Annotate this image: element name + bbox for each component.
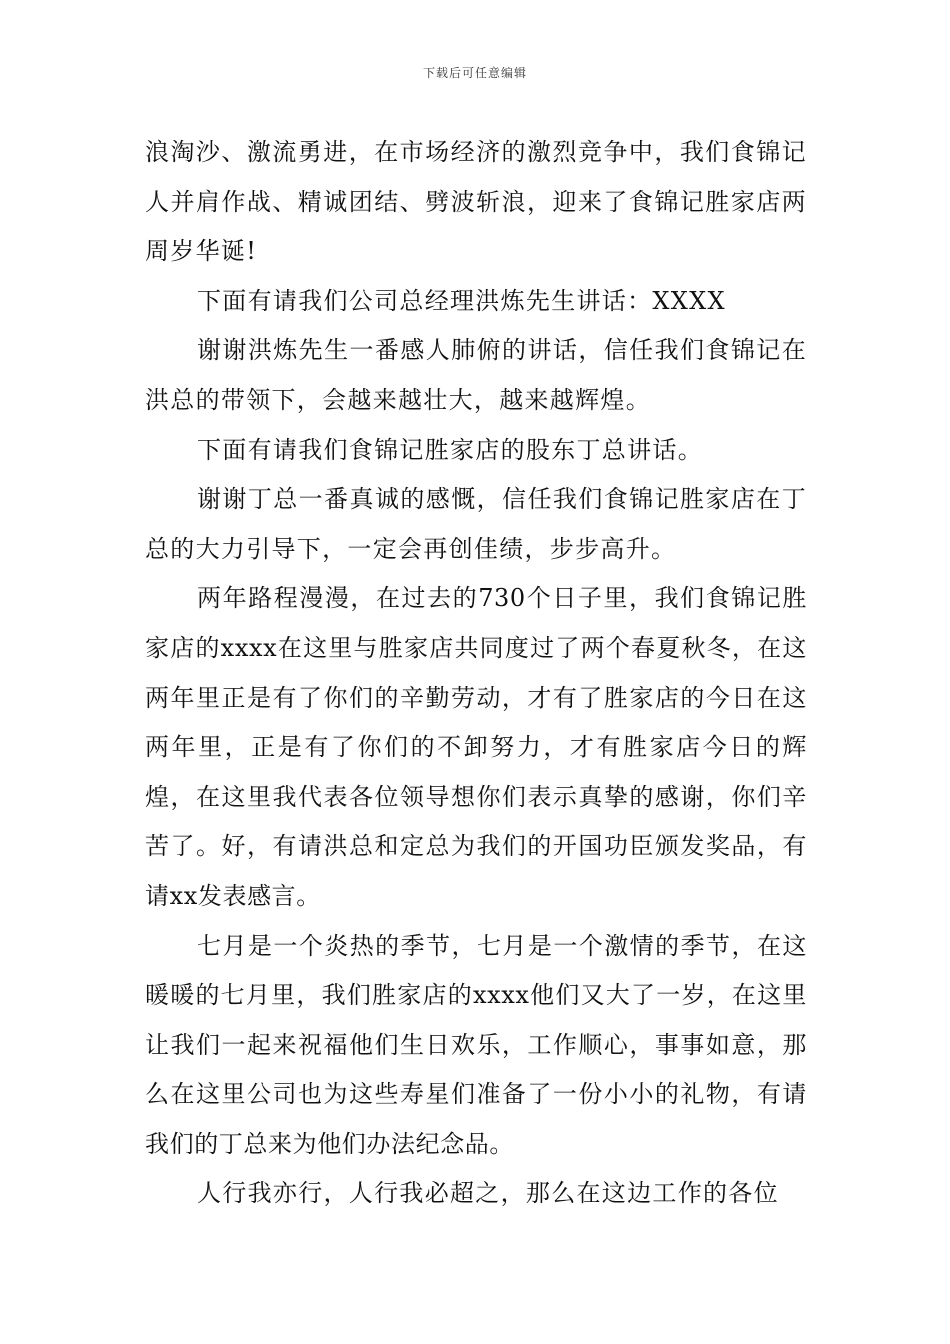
paragraph-3: 谢谢洪炼先生一番感人肺俯的讲话，信任我们食锦记在洪总的带领下，会越来越壮大，越来越辉煌。	[145, 336, 807, 414]
paragraph-1: 浪淘沙、激流勇进，在市场经济的激烈竞争中，我们食锦记人并肩作战、精诚团结、劈波斩浪，迎来了食锦记胜家店两周岁华诞!	[145, 138, 807, 266]
paragraph-5: 谢谢丁总一番真诚的感慨，信任我们食锦记胜家店在丁总的大力引导下，一定会再创佳绩，步步高升。	[145, 485, 807, 563]
paragraph-8: 人行我亦行，人行我必超之，那么在这边工作的各位	[197, 1179, 779, 1208]
page-header: 下载后可任意编辑	[422, 66, 527, 80]
paragraph-2: 下面有请我们公司总经理洪炼先生讲话：XXXX	[197, 286, 726, 315]
paragraph-4: 下面有请我们食锦记胜家店的股东丁总讲话。	[197, 435, 703, 464]
document-body	[145, 128, 807, 1219]
paragraph-7: 七月是一个炎热的季节，七月是一个激情的季节，在这暖暖的七月里，我们胜家店的xxxx他们又大了一岁，在这里让我们一起来祝福他们生日欢乐，工作顺心，事事如意，那么在这里公司也为这些寿星们准备了一份小小的礼物，有请我们的丁总来为他们办法纪念品。	[145, 931, 807, 1158]
paragraph-6: 两年路程漫漫，在过去的730个日子里，我们食锦记胜家店的xxxx在这里与胜家店共同度过了两个春夏秋冬，在这两年里正是有了你们的辛勤劳动，才有了胜家店的今日在这两年里，正是有了你们的不卸努力，才有胜家店今日的辉煌，在这里我代表各位领导想你们表示真挚的感谢，你们辛苦了。好，有请洪总和定总为我们的开国功臣颁发奖品，有请xx发表感言。	[145, 584, 807, 910]
